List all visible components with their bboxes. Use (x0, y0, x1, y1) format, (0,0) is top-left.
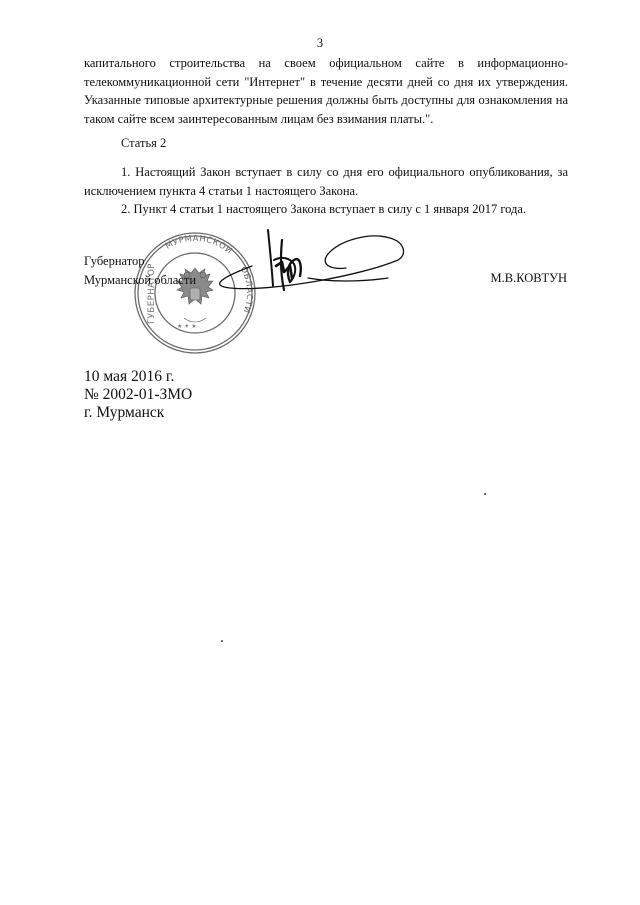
law-metadata (84, 368, 192, 422)
law-city: г. Мурманск (84, 404, 165, 421)
governor-name: М.В.КОВТУН (490, 271, 567, 285)
governor-title-line-1: Губернатор (84, 254, 145, 268)
seal-text-left: ГУБЕРНАТОР (147, 263, 157, 324)
page-number: 3 (316, 36, 324, 50)
seal-bottom-mark: ★ ✦ ★ (177, 323, 197, 330)
article-item-1: 1. Настоящий Закон вступает в силу со дня его официального опубликования, за исключением пункта 4 статьи 1 настоящего Закона. (84, 165, 568, 198)
paragraph-continuation: капитального строительства на своем официальном сайте в информационно-телекоммуникационной сети "Интернет" в течение десяти дней со дня их утверждения. Указанные типовые архитектурные решения должны быть доступны для ознакомления на таком сайте всем заинтересованным лицам без взимания платы.". (84, 56, 568, 126)
governor-title-line-2: Мурманской области (84, 272, 197, 287)
scan-speck (221, 640, 223, 642)
article-heading: Статья 2 (121, 136, 167, 150)
handwritten-signature (190, 220, 420, 300)
governor-title (84, 252, 196, 289)
seal-text-top: МУРМАНСКОЙ (163, 233, 235, 257)
seal-text-right: ОБЛАСТИ (237, 264, 255, 315)
law-number: № 2002-01-ЗМО (84, 386, 193, 403)
law-date: 10 мая 2016 г. (84, 368, 175, 385)
scan-speck (484, 493, 486, 495)
article-item-2: 2. Пункт 4 статьи 1 настоящего Закона вступает в силу с 1 января 2017 года. (121, 202, 527, 216)
